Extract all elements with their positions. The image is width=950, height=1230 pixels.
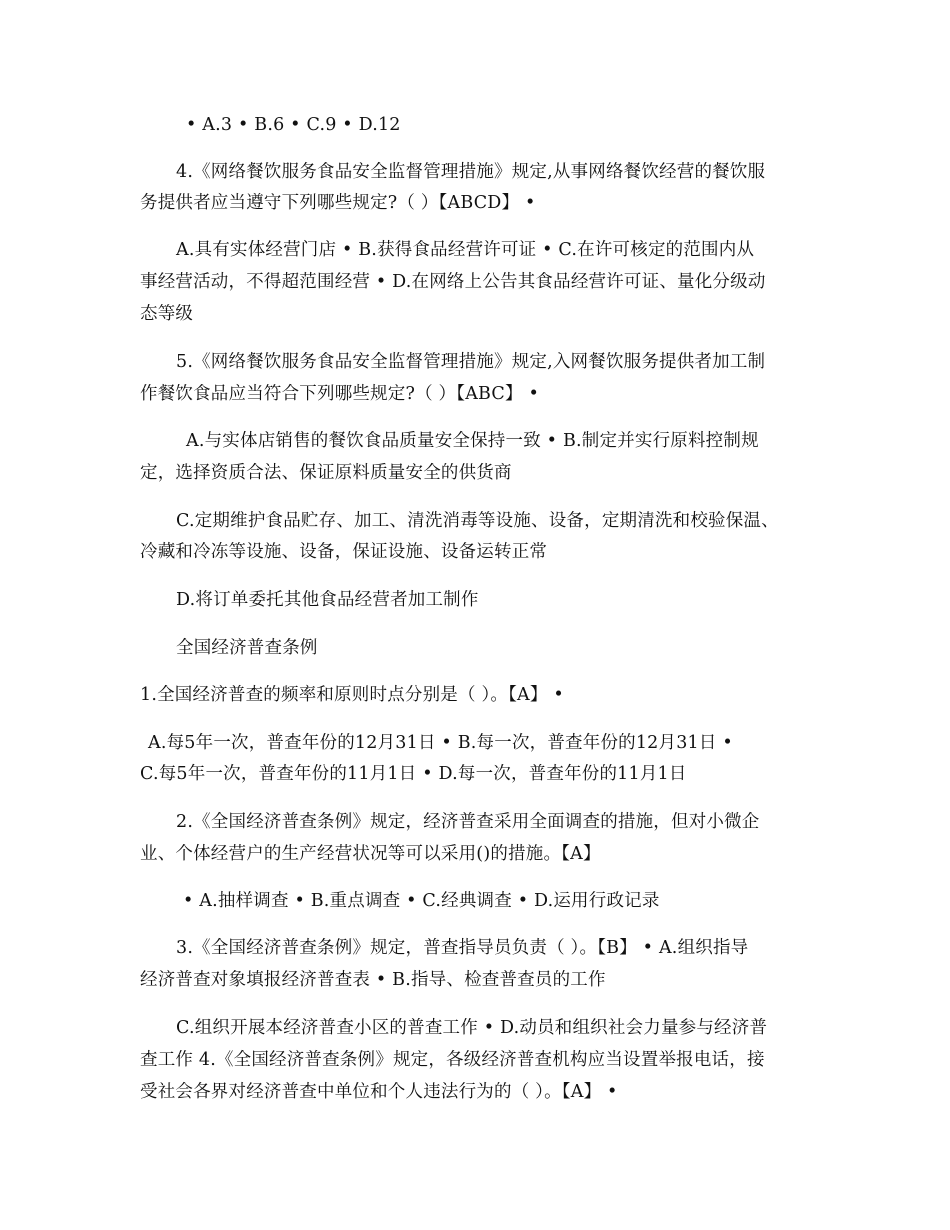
question-4-options-line-1: A.具有实体经营门店 • B.获得食品经营许可证 • C.在许可核定的范围内从 bbox=[176, 240, 755, 260]
question-5-options-line-2: 定，选择资质合法、保证原料质量安全的供货商 bbox=[140, 463, 512, 483]
question-5-line-2: 作餐饮食品应当符合下列哪些规定?（ ）【ABC】 • bbox=[140, 384, 539, 404]
question-5-options-line-1: A.与实体店销售的餐饮食品质量安全保持一致 • B.制定并实行原料控制规 bbox=[186, 431, 759, 451]
question-2-line-1: 2.《全国经济普查条例》规定，经济普查采用全面调查的措施，但对小微企 bbox=[176, 812, 760, 832]
question-3-options-line-1: C.组织开展本经济普查小区的普查工作 • D.动员和组织社会力量参与经济普 bbox=[176, 1018, 768, 1038]
question-3-options-line-2: 查工作 4.《全国经济普查条例》规定，各级经济普查机构应当设置举报电话，接 bbox=[140, 1050, 765, 1070]
question-4-options-line-2: 事经营活动，不得超范围经营 • D.在网络上公告其食品经营许可证、量化分级动 bbox=[140, 272, 766, 292]
question-4-line-1: 4.《网络餐饮服务食品安全监督管理措施》规定,从事网络餐饮经营的餐饮服 bbox=[176, 162, 766, 182]
question-2-line-2: 业、个体经营户的生产经营状况等可以采用()的措施。【A】 bbox=[140, 844, 601, 864]
question-3-line-1: 3.《全国经济普查条例》规定，普查指导员负责（ ）。【B】 • A.组织指导 bbox=[176, 938, 749, 958]
question-3-line-2: 经济普查对象填报经济普查表 • B.指导、检查普查员的工作 bbox=[140, 970, 606, 990]
question-1-options-line-2: C.每5年一次，普查年份的11月1日 • D.每一次，普查年份的11月1日 bbox=[140, 764, 687, 784]
question-4-line-2: 务提供者应当遵守下列哪些规定?（ ）【ABCD】 • bbox=[140, 193, 536, 213]
options-line: • A.3 • B.6 • C.9 • D.12 bbox=[186, 115, 401, 135]
question-1-options-line-1: A.每5年一次，普查年份的12月31日 • B.每一次，普查年份的12月31日 • bbox=[148, 733, 733, 753]
question-5-option-c-line-1: C.定期维护食品贮存、加工、清洗消毒等设施、设备，定期清洗和校验保温、 bbox=[176, 511, 779, 531]
question-5-option-d: D.将订单委托其他食品经营者加工制作 bbox=[176, 590, 479, 610]
question-5-option-c-line-2: 冷藏和冷冻等设施、设备，保证设施、设备运转正常 bbox=[140, 542, 548, 562]
question-4-options-line-3: 态等级 bbox=[140, 304, 194, 324]
question-2-options-line: • A.抽样调查 • B.重点调查 • C.经典调查 • D.运用行政记录 bbox=[183, 891, 660, 911]
question-5-line-1: 5.《网络餐饮服务食品安全监督管理措施》规定,入网餐饮服务提供者加工制 bbox=[176, 352, 766, 372]
section-heading: 全国经济普查条例 bbox=[176, 638, 318, 658]
question-1-line: 1.全国经济普查的频率和原则时点分别是（ ）。【A】 • bbox=[140, 685, 564, 705]
question-4b-line: 受社会各界对经济普查中单位和个人违法行为的（ ）。【A】 • bbox=[140, 1082, 618, 1102]
